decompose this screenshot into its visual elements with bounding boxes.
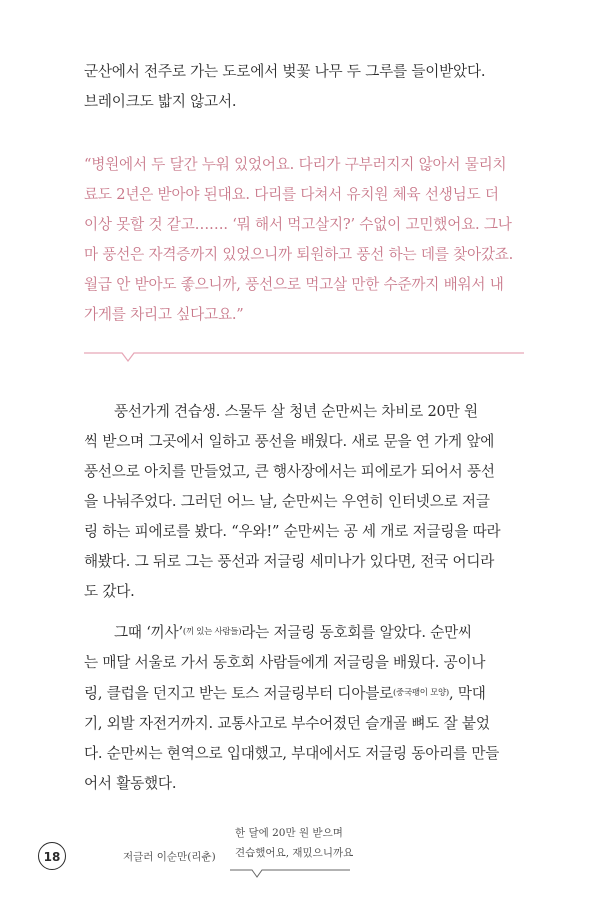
text-run: 그때 ‘끼사’: [114, 624, 183, 641]
chapter-title-line: 견습했어요, 재밌으니까요: [235, 847, 354, 859]
text-line: [84, 678, 524, 709]
quote-line: 료도 2년은 받아야 된대요. 다리를 다쳐서 유치원 체육 선생님도 더: [84, 186, 499, 203]
quote-line: 마 풍선은 자격증까지 있었으니까 퇴원하고 풍선 하는 데를 찾아갔죠.: [84, 246, 514, 263]
text-line: 씩 받으며 그곳에서 일하고 풍선을 배웠다. 새로 문을 연 가게 앞에: [84, 433, 495, 450]
running-chapter-title: [235, 823, 353, 863]
paragraph-accident: [84, 57, 524, 117]
text-line: [84, 617, 524, 648]
running-book-title: 저글러 이순만(리춘): [123, 851, 216, 863]
text-line: 기, 외발 자전거까지. 교통사고로 부수어졌던 슬개골 뼈도 잘 붙었: [84, 715, 490, 732]
gloss-note: (끼 있는 사람들): [182, 627, 242, 637]
text-line: 군산에서 전주로 가는 도로에서 벚꽃 나무 두 그루를 들이받았다.: [84, 63, 486, 80]
text-line: 풍선가게 견습생. 스물두 살 청년 순만씨는 차비로 20만 원: [114, 403, 478, 420]
text-line: 도 갔다.: [84, 583, 135, 600]
text-line: 다. 순만씨는 현역으로 입대했고, 부대에서도 저글링 동아리를 만들: [84, 745, 500, 762]
paragraph-juggling-club: [84, 617, 524, 799]
quote-line: “병원에서 두 달간 누워 있었어요. 다리가 구부러지지 않아서 물리치: [84, 156, 507, 173]
chapter-title-line: 한 달에 20만 원 받으며: [235, 827, 343, 839]
text-run: 링, 클럽을 던지고 받는 토스 저글링부터 디아블로: [84, 685, 394, 702]
page-number: 18: [38, 842, 66, 870]
text-line: 링 하는 피에로를 봤다. “우와!” 순만씨는 공 세 개로 저글링을 따라: [84, 523, 501, 540]
text-line: 해봤다. 그 뒤로 그는 풍선과 저글링 세미나가 있다면, 전국 어디라: [84, 553, 495, 570]
text-run: 라는 저글링 동호회를 알았다. 순만씨: [241, 624, 472, 641]
gloss-note: (중국팽이 모양): [393, 688, 449, 698]
pull-quote: [84, 150, 524, 330]
text-line: 풍선으로 아치를 만들었고, 큰 행사장에서는 피에로가 되어서 풍선: [84, 463, 495, 480]
quote-line: 가게를 차리고 싶다고요.”: [84, 306, 244, 323]
paragraph-apprentice: [84, 397, 524, 607]
text-line: 브레이크도 밟지 않고서.: [84, 93, 237, 110]
text-run: , 막대: [448, 685, 486, 702]
text-line: 는 매달 서울로 가서 동호회 사람들에게 저글링을 배웠다. 공이나: [84, 654, 486, 671]
quote-line: 이상 못할 것 같고……. ‘뭐 해서 먹고살지?’ 수없이 고민했어요. 그나: [84, 216, 512, 233]
speech-bubble-underline: [230, 866, 350, 880]
quote-line: 월급 안 받아도 좋으니까, 풍선으로 먹고살 만한 수준까지 배워서 내: [84, 276, 504, 293]
text-line: 어서 활동했다.: [84, 775, 177, 792]
speech-bubble-divider: [84, 345, 524, 365]
text-line: 을 나눠주었다. 그러던 어느 날, 순만씨는 우연히 인터넷으로 저글: [84, 493, 490, 510]
